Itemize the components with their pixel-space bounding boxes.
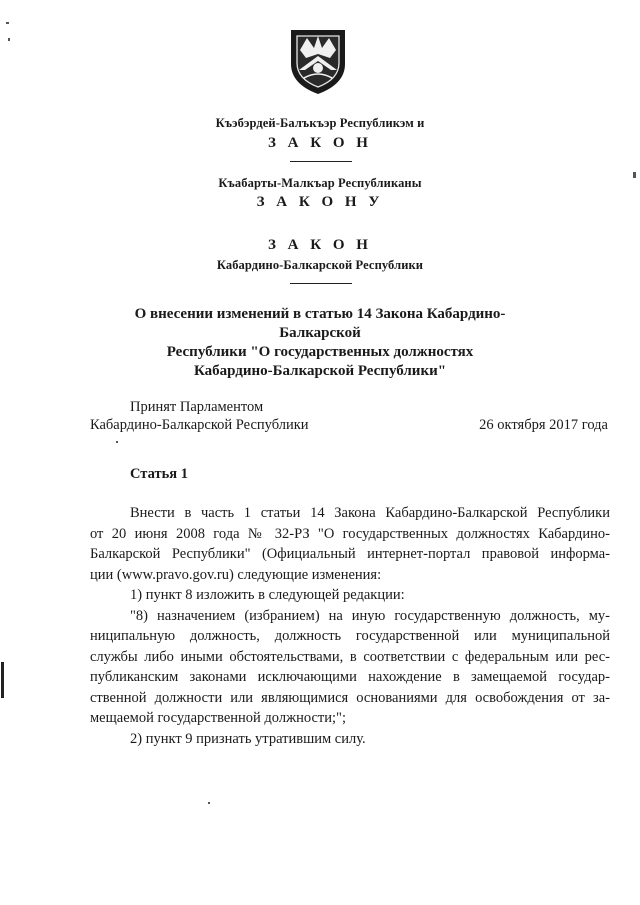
adoption-date: 26 октября 2017 года [479, 417, 608, 433]
body-line: от 20 июня 2008 года № 32-РЗ "О государственных должностях Кабардино- [90, 525, 610, 542]
scan-speck [6, 22, 9, 24]
law-title-line: Республики "О государственных должностях [166, 344, 474, 360]
body-line: Внести в часть 1 статьи 14 Закона Кабардино-Балкарской Республики [130, 505, 610, 521]
header-balkar-republic: Къабарты-Малкъар Республиканы [218, 176, 422, 190]
article-body [90, 503, 610, 749]
body-line: службы либо иными обстоятельствами, в соответствии с федеральным или рес- [90, 648, 610, 665]
adoption-parliament: Кабардино-Балкарской Республики [90, 417, 309, 433]
header-law-balkar: З А К О Н У [256, 194, 384, 210]
header-kabardian-republic: Къэбэрдей-Балъкъэр Республикэм и [215, 116, 425, 130]
scan-speck [116, 441, 118, 443]
article-title: Статья 1 [130, 466, 188, 482]
law-title [100, 305, 540, 381]
law-title-line: Кабардино-Балкарской Республики" [193, 363, 447, 379]
scan-edge-mark [1, 662, 4, 698]
body-line: "8) назначением (избранием) на иную государственную должность, му- [130, 607, 610, 624]
body-line: ции (www.pravo.gov.ru) следующие изменения: [90, 566, 382, 583]
header-divider [290, 283, 352, 284]
body-line: мещаемой государственной должности;"; [90, 710, 346, 726]
header-law-kabardian: З А К О Н [268, 135, 372, 151]
header-russian-republic: Кабардино-Балкарской Республики [216, 258, 424, 272]
body-line: ственной должности или являющимися основаниями для освобождения от за- [90, 689, 610, 706]
scan-speck [8, 38, 10, 41]
body-line: Балкарской Республики" (Официальный интернет-портал правовой информа- [90, 546, 610, 562]
body-line: ниципальную должность, должность государственной или муниципальной [90, 628, 610, 644]
body-line: публиканским законами исключающими нахождение в замещаемой государ- [90, 669, 610, 685]
coat-of-arms-emblem [287, 26, 349, 96]
scan-speck [208, 802, 210, 804]
adoption-line: Принят Парламентом [130, 399, 264, 415]
body-line: 1) пункт 8 изложить в следующей редакции: [130, 587, 405, 603]
law-title-line: О внесении изменений в статью 14 Закона Кабардино-Балкарской [134, 306, 506, 341]
header-divider [290, 161, 352, 162]
header-law-russian: З А К О Н [268, 237, 372, 253]
body-line: 2) пункт 9 признать утратившим силу. [130, 730, 366, 747]
scan-speck [633, 172, 636, 178]
